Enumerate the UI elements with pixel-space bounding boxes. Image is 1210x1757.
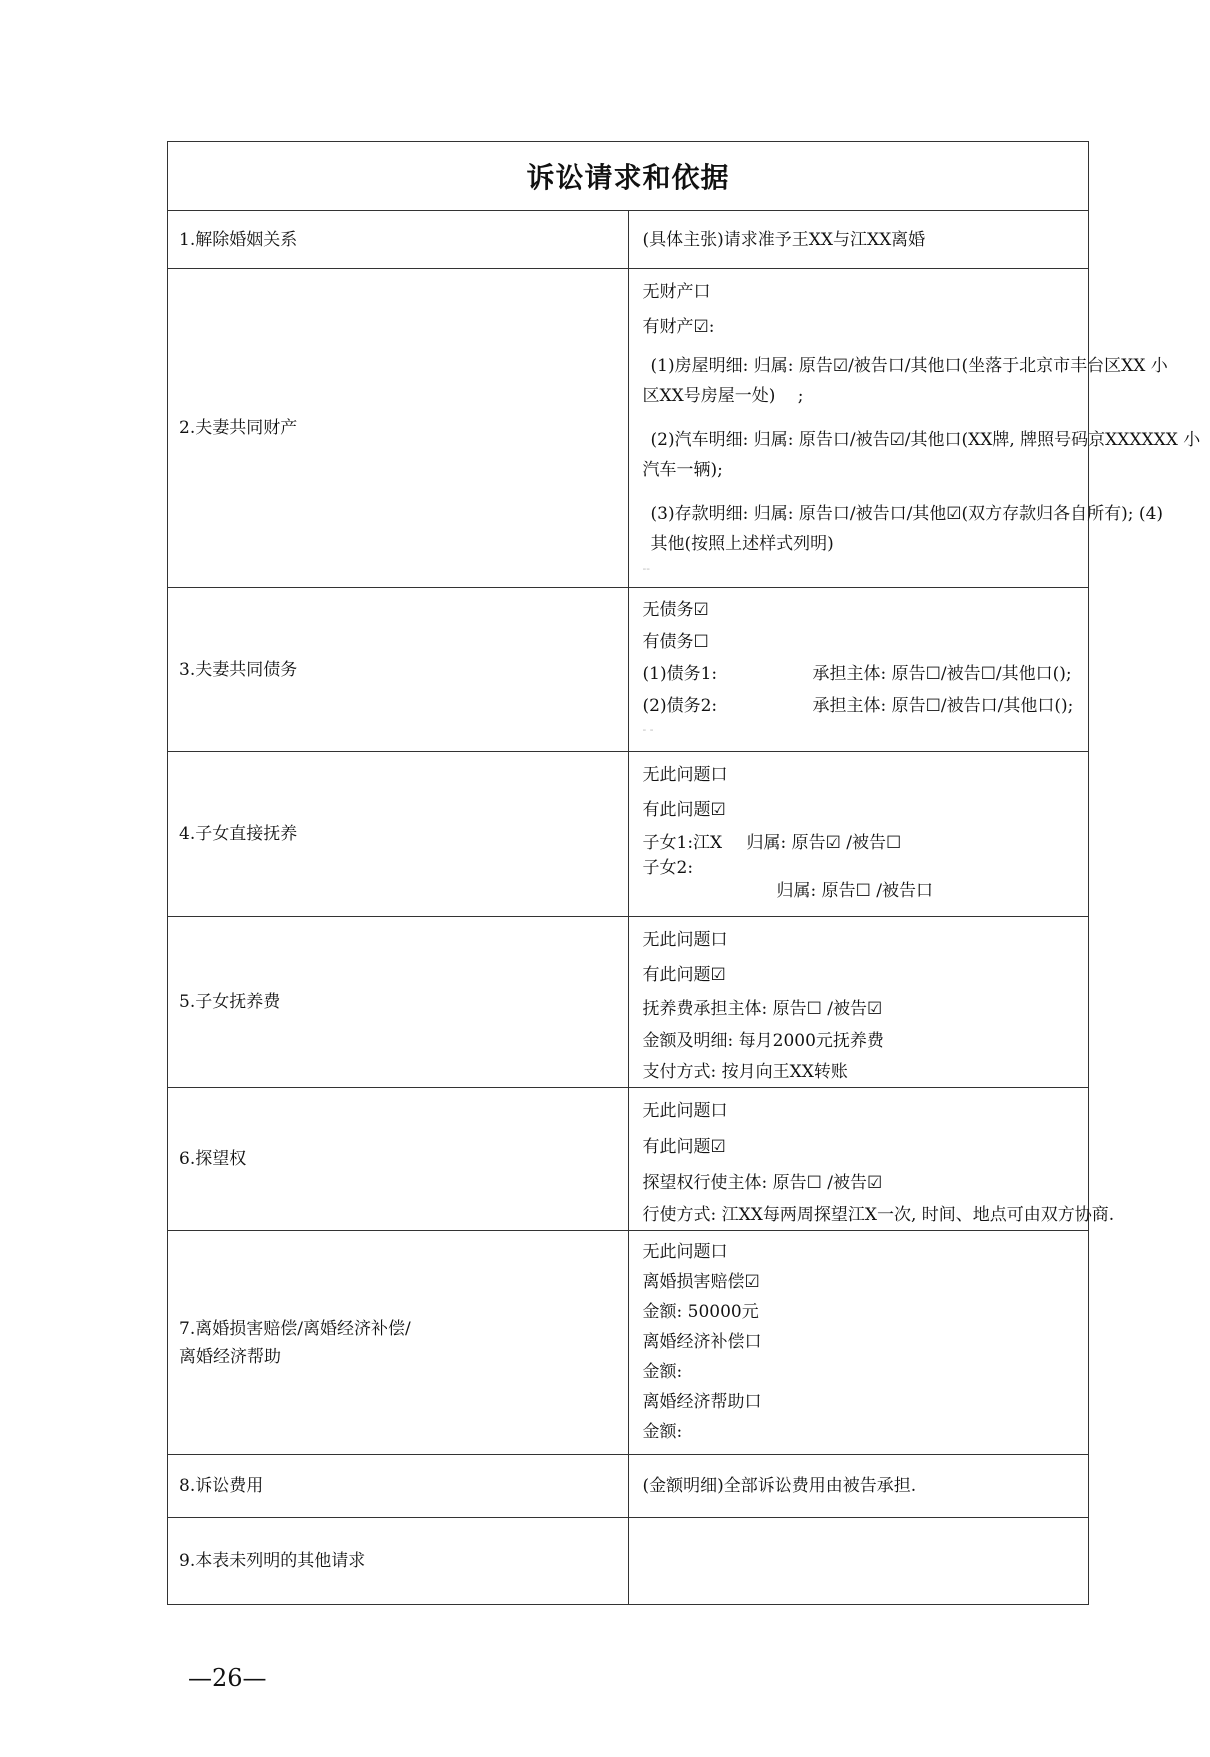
- row-label: [168, 1231, 629, 1455]
- row-label: 8.诉讼费用: [168, 1455, 629, 1518]
- text-line: 有此问题☑: [642, 965, 726, 985]
- text-line: 无债务☑: [642, 600, 709, 620]
- table-row: [168, 1518, 1089, 1605]
- row-content: (具体主张)请求准予王XX与江XX离婚: [628, 211, 1089, 269]
- text-line: 有债务☐: [642, 632, 709, 652]
- debt-item-party: 承担主体: 原告☐/被告口/其他口();: [812, 696, 1074, 716]
- text-line: 金额: 50000元: [642, 1302, 759, 1322]
- table-row: [168, 752, 1089, 917]
- text-line: 行使方式: 江XX每两周探望江X一次, 时间、地点可由双方协商.: [642, 1205, 1115, 1225]
- text-line: 探望权行使主体: 原告☐ /被告☑: [642, 1173, 883, 1193]
- row-content: [628, 269, 1201, 588]
- text-line: 无此问题口: [642, 930, 728, 950]
- title-row: [168, 142, 1089, 211]
- row-content: [628, 917, 1089, 1088]
- table-row: [168, 211, 1089, 269]
- litigation-claims-table: [167, 141, 1201, 1605]
- text-line: 离婚经济补偿口: [642, 1332, 762, 1352]
- text-line: 离婚经济帮助口: [642, 1392, 762, 1412]
- row-content: [628, 588, 1089, 752]
- row-label: 2.夫妻共同财产: [168, 269, 629, 588]
- text-line: 金额及明细: 每月2000元抚养费: [642, 1031, 884, 1051]
- row-label: 5.子女抚养费: [168, 917, 629, 1088]
- child-custody: 归属: 原告☐ /被告口: [776, 881, 934, 901]
- text-line: (3)存款明细: 归属: 原告口/被告口/其他☑(双方存款归各自所有); (4): [650, 504, 1164, 524]
- text-line: 无此问题口: [642, 1242, 728, 1262]
- text-line: 金额:: [642, 1362, 683, 1382]
- row-content: (金额明细)全部诉讼费用由被告承担.: [628, 1455, 1089, 1518]
- table-row: [168, 1455, 1089, 1518]
- row-content: [628, 752, 1089, 917]
- table-row: [168, 269, 1089, 588]
- table-title: 诉讼请求和依据: [168, 142, 1089, 211]
- text-line: 有财产☑:: [642, 317, 715, 337]
- debt-item-label: (2)债务2:: [642, 696, 718, 716]
- row-label-line: 离婚经济帮助: [179, 1346, 281, 1367]
- row-label-line: 7.离婚损害赔偿/离婚经济补偿/: [179, 1318, 411, 1339]
- row-label: 4.子女直接抚养: [168, 752, 629, 917]
- text-line: --: [642, 562, 650, 575]
- child-custody: 归属: 原告☑ /被告☐: [746, 833, 902, 853]
- row-content: [628, 1088, 1115, 1231]
- text-line: 有此问题☑: [642, 800, 726, 820]
- table-row: [168, 917, 1089, 1088]
- row-content: [628, 1518, 1089, 1605]
- row-label: 3.夫妻共同债务: [168, 588, 629, 752]
- row-content: [628, 1231, 1089, 1455]
- debt-item-party: 承担主体: 原告☐/被告☐/其他口();: [812, 664, 1072, 684]
- text-line: (2)汽车明细: 归属: 原告口/被告☑/其他口(XX牌, 牌照号码京XXXXXX 小: [650, 430, 1201, 450]
- table-row: [168, 1231, 1089, 1455]
- text-line: 区XX号房屋一处) ;: [642, 386, 804, 406]
- text-line: 无财产口: [642, 282, 711, 302]
- table-row: [168, 588, 1089, 752]
- text-line: 金额:: [642, 1422, 683, 1442]
- text-line: 抚养费承担主体: 原告☐ /被告☑: [642, 999, 883, 1019]
- table-row: [168, 1088, 1089, 1231]
- child-label: 子女2:: [642, 858, 694, 878]
- text-line: 有此问题☑: [642, 1137, 726, 1157]
- row-label: 1.解除婚姻关系: [168, 211, 629, 269]
- row-label: 6.探望权: [168, 1088, 629, 1231]
- debt-item-label: (1)债务1:: [642, 664, 718, 684]
- page-number: —26—: [188, 1664, 267, 1692]
- row-label: 9.本表未列明的其他请求: [168, 1518, 629, 1605]
- text-line: 支付方式: 按月向王XX转账: [642, 1062, 848, 1082]
- text-line: 无此问题口: [642, 1101, 728, 1121]
- text-line: 其他(按照上述样式列明): [650, 534, 834, 554]
- text-line: 汽车一辆);: [642, 460, 723, 480]
- text-line: 离婚损害赔偿☑: [642, 1272, 760, 1292]
- text-line: 无此问题口: [642, 765, 728, 785]
- child-label: 子女1:江X: [642, 833, 723, 853]
- text-line: - -: [642, 723, 654, 736]
- text-line: (1)房屋明细: 归属: 原告☑/被告口/其他口(坐落于北京市丰台区XX 小: [650, 356, 1168, 376]
